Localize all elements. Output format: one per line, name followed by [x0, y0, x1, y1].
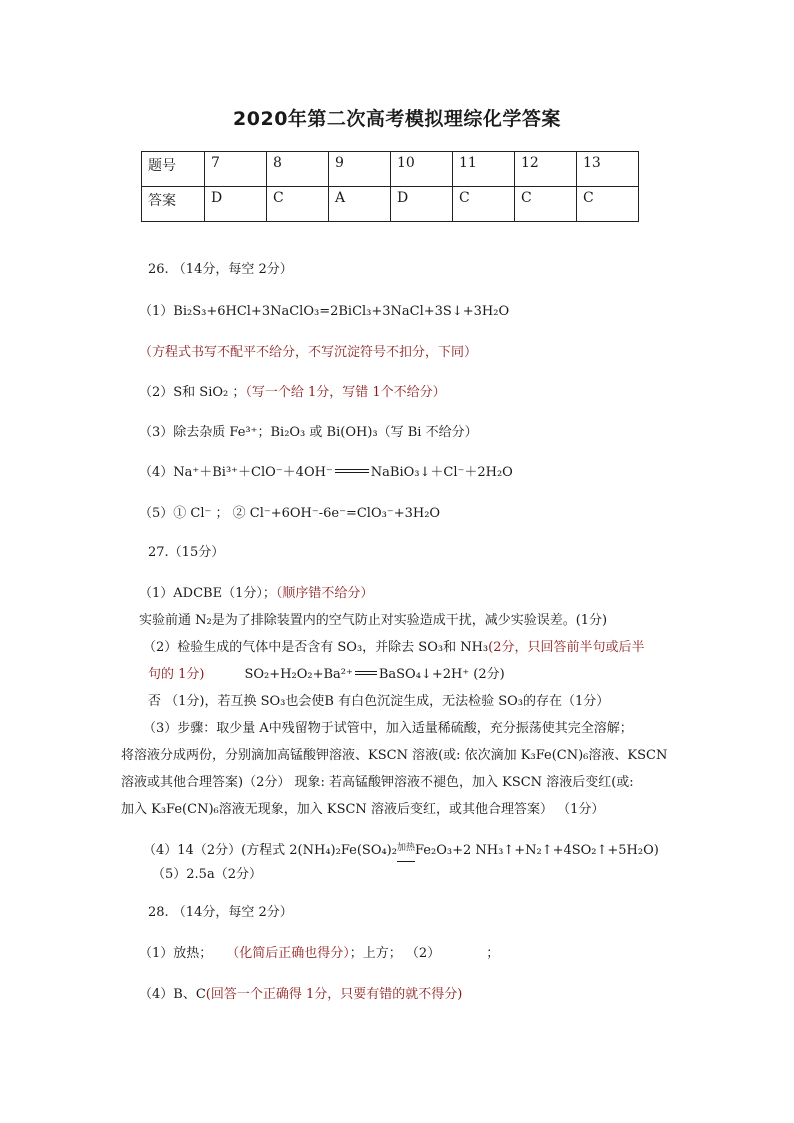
q27-line-10 — [143, 838, 659, 861]
q27-line-11: （5）2.5a（2分） — [152, 867, 262, 882]
row-label-number: 题号 — [142, 152, 205, 187]
q28-l2-note: (回答一个正确得 1分，只要有错的就不得分) — [205, 987, 463, 1002]
q27-line-3 — [143, 638, 645, 658]
q27-line-2: 实验前通 N₂是为了排除装置内的空气防止对实验造成干扰，减少实验误差。(1分) — [139, 613, 608, 628]
q27-heading: 27.（15分） — [148, 545, 225, 560]
q27-line-4 — [148, 665, 505, 685]
q26-line-1 — [139, 302, 509, 322]
q27-line-1 — [139, 584, 373, 604]
q26-l3-answer: （2）S和 SiO₂ ； — [139, 385, 246, 400]
q26-l5-products: NaBiO₃↓＋Cl⁻＋2H₂O — [370, 465, 513, 480]
q27-line-9: 加入 K₃Fe(CN)₆溶液无现象，加入 KSCN 溶液后变红，或其他合理答案） （1分） — [121, 802, 605, 817]
q28-line-1 — [139, 944, 499, 964]
question-number-cell: 7 — [205, 152, 267, 187]
q28-heading: 28. （14分，每空 2分） — [148, 905, 293, 920]
answer-cell: C — [453, 187, 515, 222]
question-number-cell: 11 — [453, 152, 515, 187]
q27-line-5: 否 （1分)，若互换 SO₃也会使B 有白色沉淀生成，无法检验 SO₃的存在（1分） — [148, 694, 610, 709]
q27-l4-reactants: SO₂+H₂O₂+Ba²⁺ — [244, 667, 353, 682]
q28-l1-answer: （1）放热； — [139, 946, 213, 961]
equals-sign-mark — [355, 671, 377, 675]
question-number-cell: 9 — [329, 152, 391, 187]
answer-cell: C — [577, 187, 639, 222]
question-number-cell: 13 — [577, 152, 639, 187]
q27-l10-products: Fe₂O₃+2 NH₃↑+N₂↑+4SO₂↑+5H₂O) — [415, 843, 659, 858]
answer-cell: C — [267, 187, 329, 222]
q26-line-4: （3）除去杂质 Fe³⁺；Bi₂O₃ 或 Bi(OH)₃（写 Bi 不给分） — [139, 425, 478, 440]
q26-line-3 — [139, 383, 446, 403]
question-number-cell: 8 — [267, 152, 329, 187]
q26-l5-reactants: （4）Na⁺＋Bi³⁺＋ClO⁻＋4OH⁻ — [139, 465, 333, 480]
heat-condition-label: 加热 — [397, 838, 415, 858]
table-row-numbers — [142, 152, 639, 187]
q28-l1-note: （化简后正确也得分） — [226, 946, 350, 961]
equals-sign-mark — [335, 469, 369, 473]
q27-l3-text: （2）检验生成的气体中是否含有 SO₃，并除去 SO₃和 NH₃ — [143, 640, 489, 655]
q26-l3-note: （写一个给 1分，写错 1个不给分） — [245, 385, 446, 400]
question-number-cell: 12 — [515, 152, 577, 187]
q26-l1-prefix: （1） — [139, 304, 174, 319]
table-row-answers — [142, 187, 639, 222]
q27-l4-note: 句的 1分) — [148, 667, 205, 682]
q27-l1-answer: （1）ADCBE（1分）； — [139, 586, 276, 601]
q27-line-6: （3）步骤：取少量 A中残留物于试管中，加入适量稀硫酸，充分振荡使其完全溶解； — [143, 721, 633, 736]
q26-l1-equation: Bi₂S₃+6HCl+3NaClO₃=2BiCl₃+3NaCl+3S↓+3H₂O — [173, 304, 510, 319]
answer-cell: D — [391, 187, 453, 222]
q26-heading: 26. （14分，每空 2分） — [148, 262, 293, 277]
answer-cell: D — [205, 187, 267, 222]
q27-l4-products: BaSO₄↓+2H⁺ (2分) — [378, 667, 505, 682]
page-title: 2020年第二次高考模拟理综化学答案 — [233, 108, 561, 130]
q28-l1-end: ； — [486, 946, 500, 961]
q27-l3-note: (2分，只回答前半句或后半 — [488, 640, 645, 655]
q27-l10-text: （4）14（2分）(方程式 2(NH₄)₂Fe(SO₄)₂ — [143, 843, 397, 858]
q27-l1-note: （顺序错不给分） — [275, 586, 374, 601]
q28-l1-rest: ；上方； （2） — [349, 946, 441, 961]
row-label-answer: 答案 — [142, 187, 205, 222]
q28-l2-answer: （4）B、C — [139, 987, 206, 1002]
q28-line-2 — [139, 985, 462, 1005]
answer-table — [141, 151, 639, 222]
q27-line-7: 将溶液分成两份，分别滴加高锰酸钾溶液、KSCN 溶液(或: 依次滴加 K₃Fe(CN)₆溶液、KSCN — [121, 748, 668, 763]
q26-line-5 — [139, 463, 513, 483]
answer-cell: A — [329, 187, 391, 222]
answer-cell: C — [515, 187, 577, 222]
q27-line-8: 溶液或其他合理答案)（2分） 现象: 若高锰酸钾溶液不褪色，加入 KSCN 溶液后变红(或: — [121, 775, 634, 790]
q26-line-2: （方程式书写不配平不给分，不写沉淀符号不扣分，下同） — [139, 345, 478, 360]
q26-line-6: （5）① Cl⁻ ； ② Cl⁻+6OH⁻-6e⁻=ClO₃⁻+3H₂O — [139, 506, 441, 521]
question-number-cell: 10 — [391, 152, 453, 187]
